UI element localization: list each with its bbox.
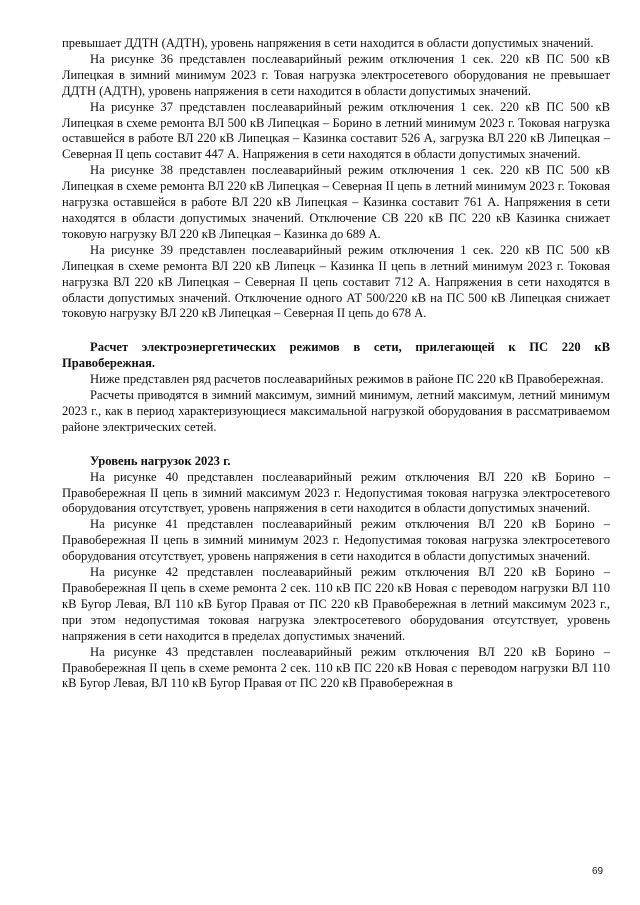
document-page: [62, 36, 610, 692]
section-heading: Расчет электроэнергетических режимов в сети, прилегающей к ПС 220 кВ Правобережная.: [62, 340, 610, 371]
page-number: 69: [592, 866, 604, 877]
paragraph-figure-39: На рисунке 39 представлен послеаварийный режим отключения 1 сек. 220 кВ ПС 500 кВ Липецкая в схеме ремонта ВЛ 220 кВ Липецк – Казинка II цепь в летний минимум 2023 г. Токовая нагрузка ВЛ 220 кВ Липецкая – Северная II цепь составит 712 А. Напряжения в сети находятся в области допустимых значений. Отключение одного АТ 500/220 кВ на ПС 500 кВ Липецкая снижает токовую нагрузку ВЛ 220 кВ Липецкая – Северная II цепь до 678 А.: [62, 242, 610, 321]
paragraph-figure-37: На рисунке 37 представлен послеаварийный режим отключения 1 сек. 220 кВ ПС 500 кВ Липецкая в схеме ремонта ВЛ 500 кВ Липецкая – Борино в летний минимум 2023 г. Токовая нагрузка оставшейся в работе ВЛ 220 кВ Липецкая – Казинка составит 526 А, загрузка ВЛ 220 кВ Липецкая – Северная II цепь составит 447 А. Напряжения в сети находятся в области допустимых значений.: [62, 99, 610, 162]
paragraph-figure-43: На рисунке 43 представлен послеаварийный режим отключения ВЛ 220 кВ Борино – Правобережная II цепь в схеме ремонта 2 сек. 110 кВ ПС 220 кВ Новая с переводом нагрузки ВЛ 110 кВ Бугор Левая, ВЛ 110 кВ Бугор Правая от ПС 220 кВ Правобережная в: [62, 644, 610, 691]
subheading-load-level: Уровень нагрузок 2023 г.: [90, 453, 231, 468]
paragraph-intro: Ниже представлен ряд расчетов послеаварийных режимов в районе ПС 220 кВ Правобережная.: [90, 372, 604, 387]
paragraph-figure-41: На рисунке 41 представлен послеаварийный режим отключения ВЛ 220 кВ Борино – Правобережная II цепь в зимний минимум 2023 г. Недопустимая токовая нагрузка электросетевого оборудования отсутствует, уровень напряжения в сети находится в области допустимых значений.: [62, 517, 610, 564]
paragraph-continuation: превышает ДДТН (АДТН), уровень напряжения в сети находится в области допустимых значений.: [62, 36, 594, 50]
paragraph-figure-42: На рисунке 42 представлен послеаварийный режим отключения ВЛ 220 кВ Борино – Правобережная II цепь в схеме ремонта 2 сек. 110 кВ ПС 220 кВ Новая с переводом нагрузки ВЛ 110 кВ Бугор Левая, ВЛ 110 кВ Бугор Правая от ПС 220 кВ Правобережная в летний максимум 2023 г., при этом недопустимая токовая нагрузка электросетевого оборудования отсутствует, уровень напряжения в сети находится в пределах допустимых значений.: [62, 565, 610, 643]
paragraph-figure-36: На рисунке 36 представлен послеаварийный режим отключения 1 сек. 220 кВ ПС 500 кВ Липецкая в зимний минимум 2023 г. Товая нагрузка электросетевого оборудования не превышает ДДТН (АДТН), уровень напряжения в сети находится в области допустимых значений.: [62, 51, 610, 98]
paragraph-calculations: Расчеты приводятся в зимний максимум, зимний минимум, летний максимум, летний минимум 2023 г., как в период характеризующиеся максимальной нагрузкой оборудования в рассматриваемом районе электрических сетей.: [62, 388, 610, 434]
paragraph-figure-40: На рисунке 40 представлен послеаварийный режим отключения ВЛ 220 кВ Борино – Правобережная II цепь в зимний максимум 2023 г. Недопустимая токовая нагрузка электросетевого оборудования отсутствует, уровень напряжения в сети находится в области допустимых значений.: [62, 469, 610, 516]
paragraph-figure-38: На рисунке 38 представлен послеаварийный режим отключения 1 сек. 220 кВ ПС 500 кВ Липецкая в схеме ремонта ВЛ 220 кВ Липецкая – Северная II цепь в летний минимум 2023 г. Токовая нагрузка оставшейся в работе ВЛ 220 кВ Липецкая – Казинка составит 761 А. Напряжения в сети находятся в области допустимых значений. Отключение СВ 220 кВ ПС 220 кВ Казинка снижает токовую нагрузку ВЛ 220 кВ Липецкая – Казинка до 689 А.: [62, 163, 610, 241]
